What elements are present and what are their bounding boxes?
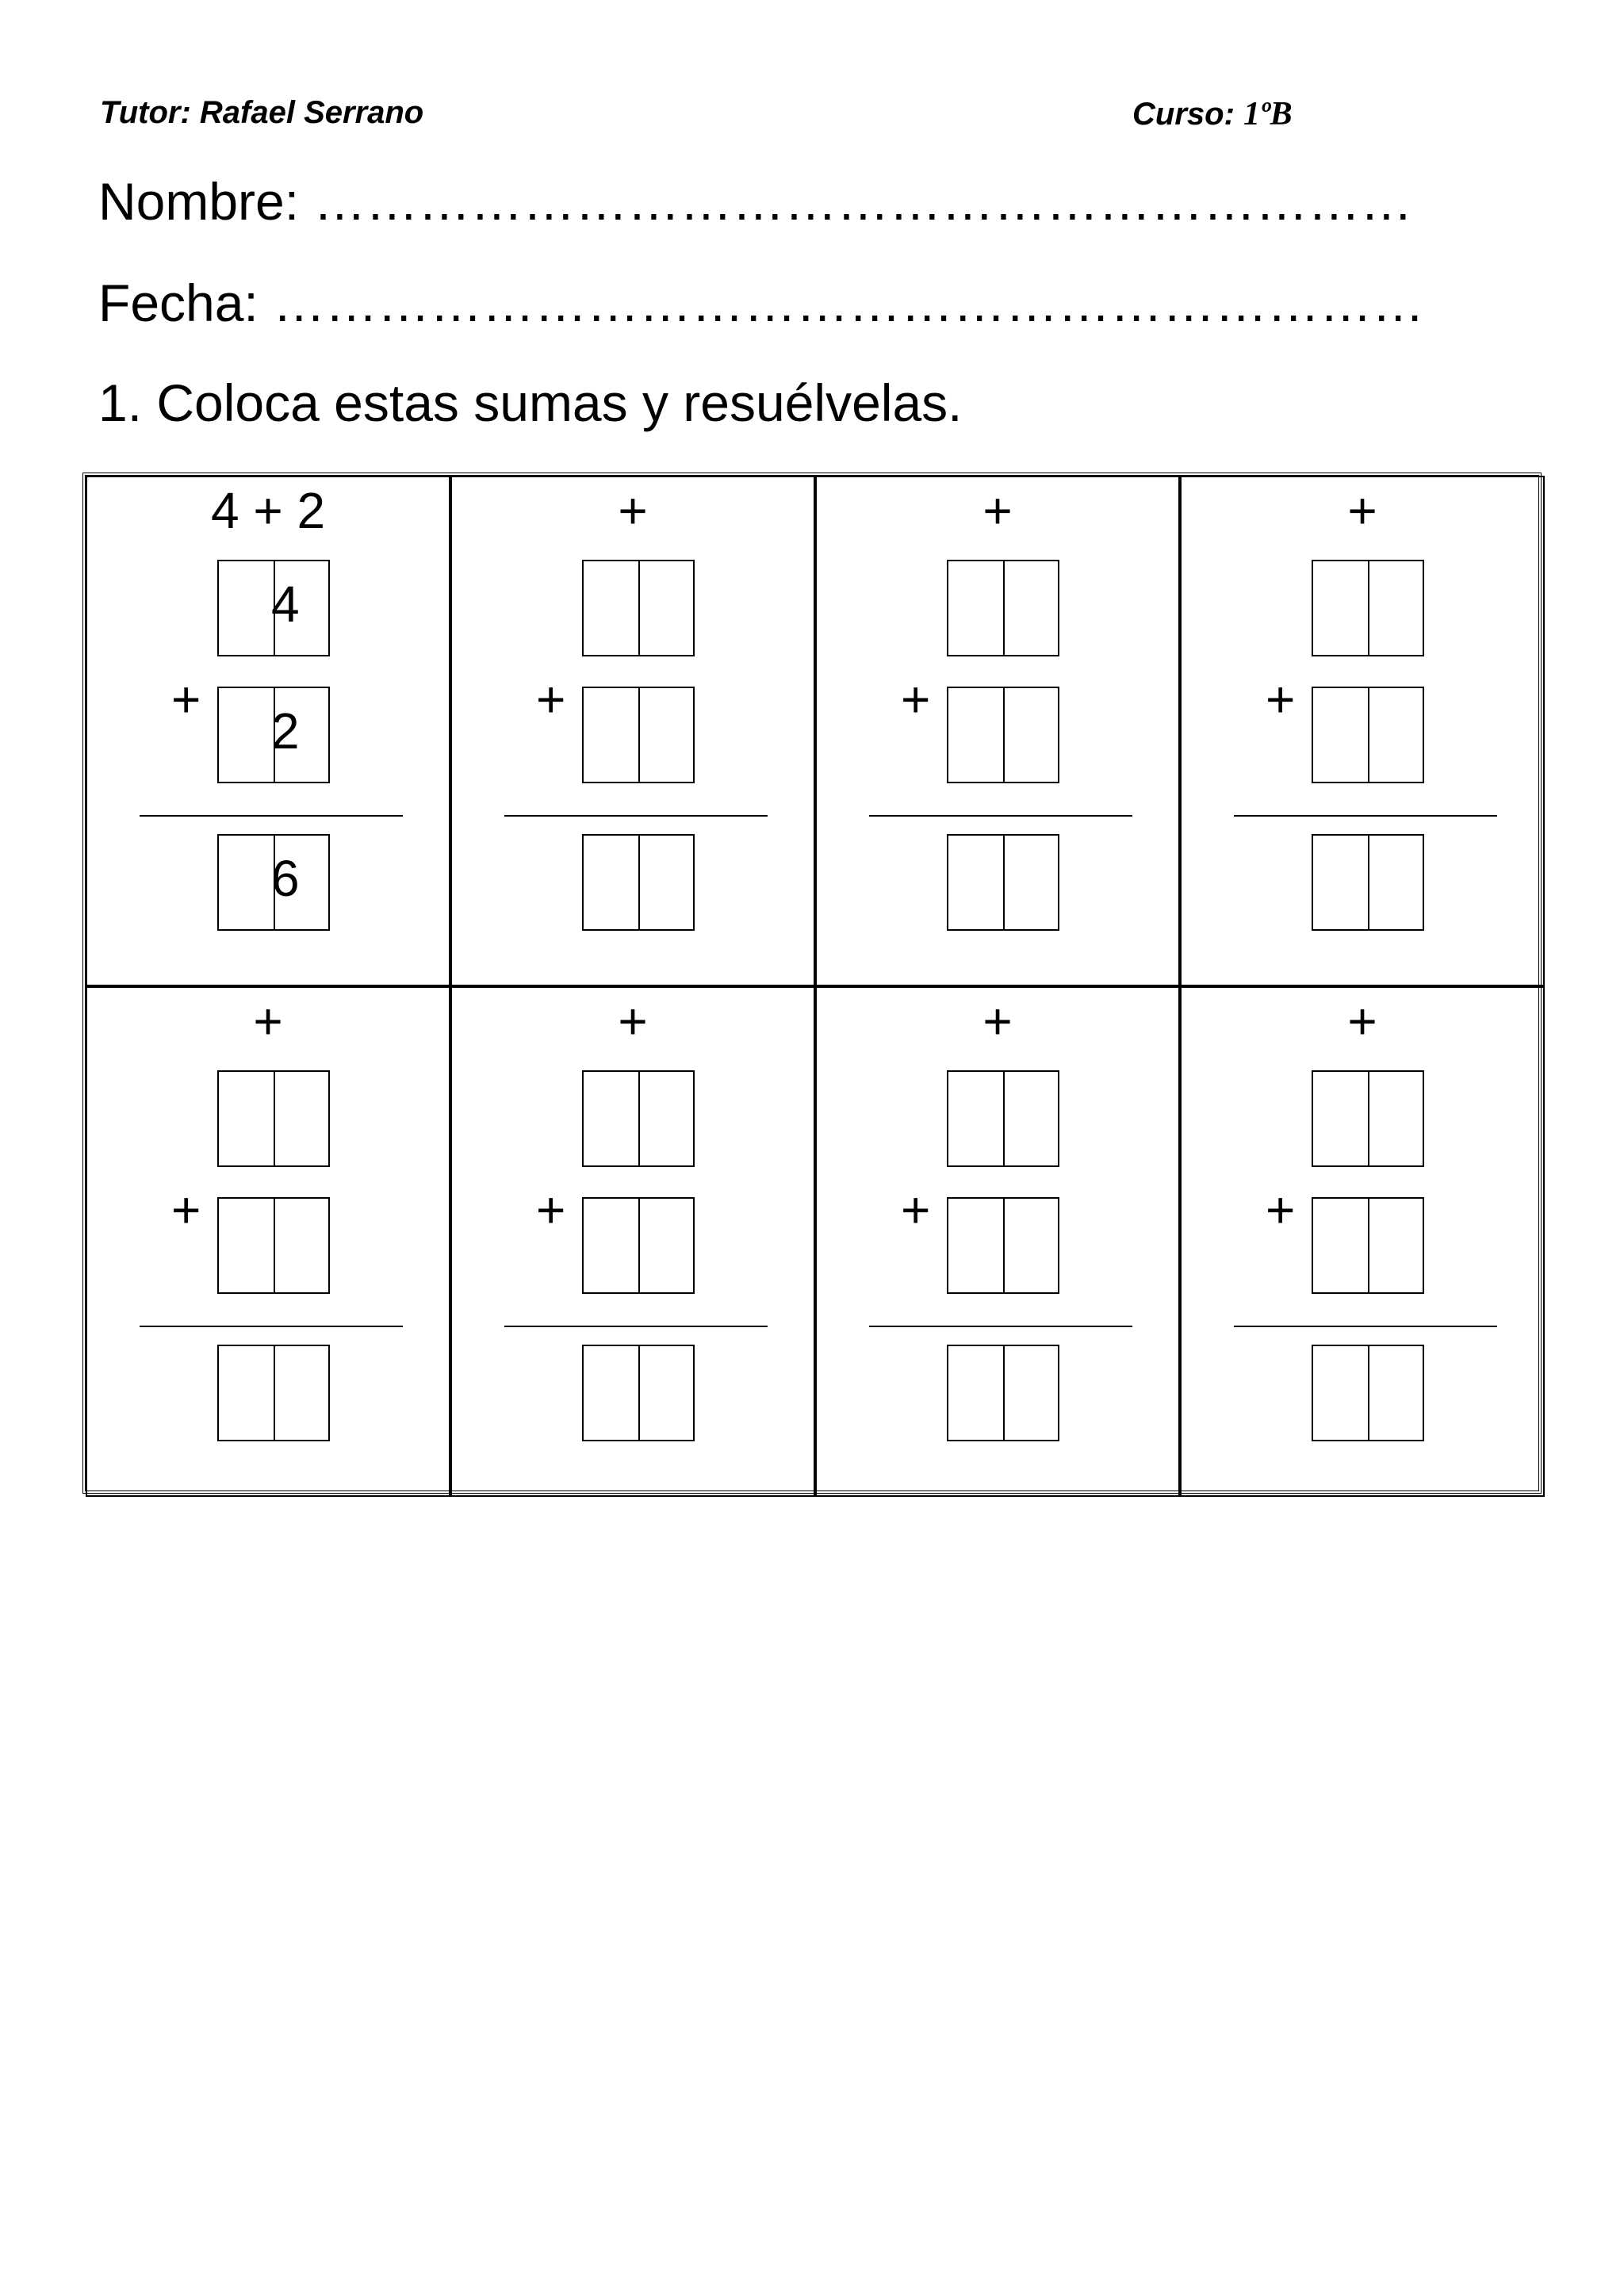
sum-line <box>1234 1326 1497 1327</box>
plus-sign: + <box>901 671 931 728</box>
sum-cell <box>450 986 815 1497</box>
addend1-units-digit: 4 <box>271 576 300 633</box>
place-value-divider <box>1003 561 1005 655</box>
place-value-divider <box>638 1199 640 1292</box>
sum-line <box>869 815 1132 817</box>
addend1-box[interactable] <box>582 560 695 656</box>
sum-cell <box>815 986 1180 1497</box>
place-value-divider <box>1003 1199 1005 1292</box>
place-value-divider <box>638 1346 640 1440</box>
place-value-divider <box>1003 1346 1005 1440</box>
place-value-divider <box>638 836 640 929</box>
result-box[interactable] <box>947 1345 1059 1441</box>
addend2-box[interactable] <box>1312 1197 1424 1294</box>
sum-cell <box>450 476 815 986</box>
tutor-label: Tutor: Rafael Serrano <box>100 95 424 130</box>
result-box[interactable] <box>217 834 330 931</box>
result-box[interactable] <box>582 1345 695 1441</box>
addend2-units-digit: 2 <box>271 702 300 760</box>
addend2-box[interactable] <box>217 1197 330 1294</box>
sum-cell <box>1180 986 1545 1497</box>
operation-label: + <box>982 993 1013 1050</box>
addend1-box[interactable] <box>217 560 330 656</box>
plus-sign: + <box>901 1181 931 1238</box>
place-value-divider <box>274 1346 275 1440</box>
place-value-divider <box>274 1199 275 1292</box>
sum-line <box>140 815 403 817</box>
plus-sign: + <box>1266 671 1296 728</box>
place-value-divider <box>1368 561 1369 655</box>
sum-line <box>504 815 768 817</box>
place-value-divider <box>638 1072 640 1165</box>
sum-line <box>869 1326 1132 1327</box>
result-box[interactable] <box>947 834 1059 931</box>
sum-line <box>504 1326 768 1327</box>
addend2-box[interactable] <box>1312 687 1424 783</box>
sum-line <box>140 1326 403 1327</box>
sum-cell <box>86 476 450 986</box>
addend1-box[interactable] <box>582 1070 695 1167</box>
addend1-box[interactable] <box>947 560 1059 656</box>
sum-cell <box>86 986 450 1497</box>
operation-label: + <box>253 993 283 1050</box>
sum-cell <box>1180 476 1545 986</box>
result-box[interactable] <box>217 1345 330 1441</box>
operation-label: + <box>1347 993 1377 1050</box>
place-value-divider <box>1003 836 1005 929</box>
addend1-box[interactable] <box>1312 1070 1424 1167</box>
operation-label: + <box>1347 482 1377 539</box>
addend2-box[interactable] <box>582 1197 695 1294</box>
sum-line <box>1234 815 1497 817</box>
course-label <box>1132 95 1293 133</box>
place-value-divider <box>1368 1346 1369 1440</box>
place-value-divider <box>638 688 640 782</box>
place-value-divider <box>1003 1072 1005 1165</box>
course-label-text: Curso: <box>1132 97 1243 132</box>
name-field[interactable]: Nombre: ……………………………………………………… <box>98 172 1413 231</box>
addend1-box[interactable] <box>1312 560 1424 656</box>
addend1-box[interactable] <box>947 1070 1059 1167</box>
addend2-box[interactable] <box>947 1197 1059 1294</box>
plus-sign: + <box>1266 1181 1296 1238</box>
plus-sign: + <box>536 671 566 728</box>
operation-label: + <box>618 482 648 539</box>
place-value-divider <box>1368 688 1369 782</box>
exercise-title: 1. Coloca estas sumas y resuélvelas. <box>98 373 963 432</box>
operation-label: + <box>982 482 1013 539</box>
plus-sign: + <box>171 671 201 728</box>
result-box[interactable] <box>1312 834 1424 931</box>
operation-label: 4 + 2 <box>210 482 326 539</box>
sum-cell <box>815 476 1180 986</box>
place-value-divider <box>1003 688 1005 782</box>
place-value-divider <box>1368 1072 1369 1165</box>
plus-sign: + <box>171 1181 201 1238</box>
addend1-box[interactable] <box>217 1070 330 1167</box>
date-field[interactable]: Fecha: ………………………………………………………… <box>98 274 1425 332</box>
result-units-digit: 6 <box>271 850 300 907</box>
place-value-divider <box>1368 1199 1369 1292</box>
addend2-box[interactable] <box>217 687 330 783</box>
result-box[interactable] <box>1312 1345 1424 1441</box>
place-value-divider <box>1368 836 1369 929</box>
course-value: 1ºB <box>1243 96 1293 132</box>
operation-label: + <box>618 993 648 1050</box>
exercise-grid <box>82 473 1542 1494</box>
addend2-box[interactable] <box>947 687 1059 783</box>
addend2-box[interactable] <box>582 687 695 783</box>
place-value-divider <box>274 1072 275 1165</box>
result-box[interactable] <box>582 834 695 931</box>
plus-sign: + <box>536 1181 566 1238</box>
place-value-divider <box>638 561 640 655</box>
